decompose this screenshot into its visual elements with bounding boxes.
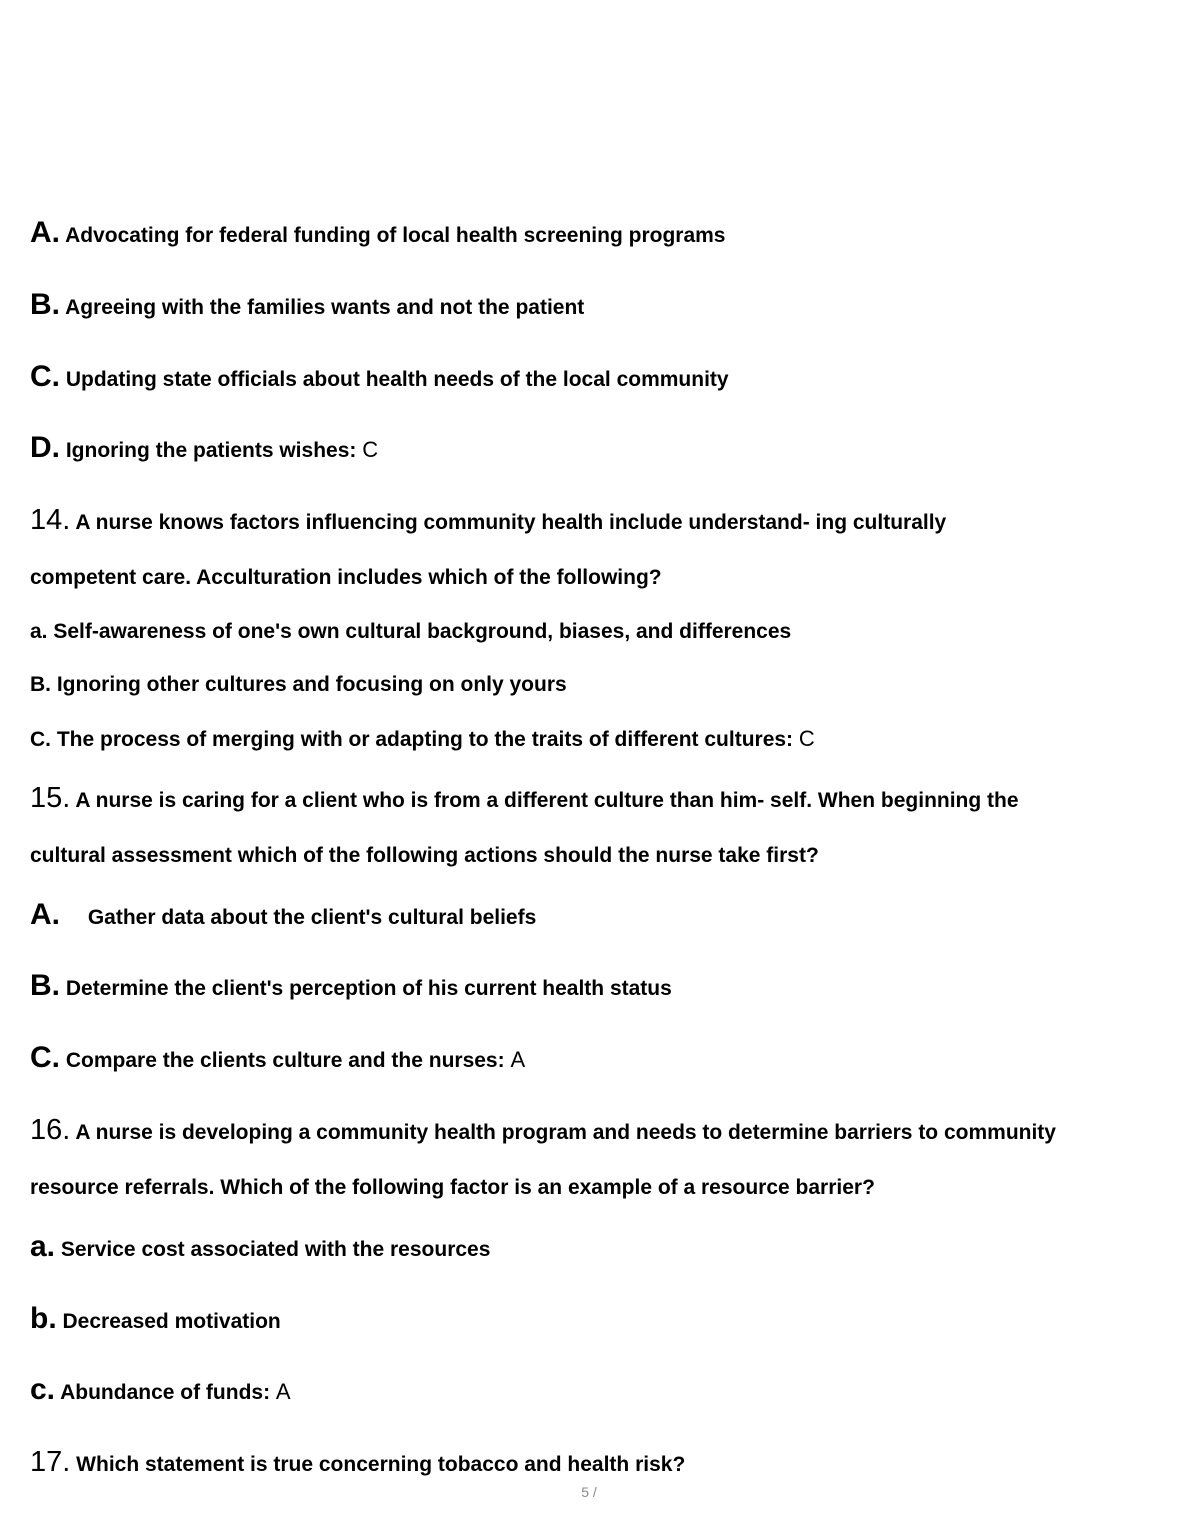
- q15-answer: A: [510, 1047, 526, 1072]
- q13-option-b: [30, 290, 584, 320]
- q17-stem-text1: Which statement is true concerning tobacco and health risk?: [76, 1453, 686, 1476]
- q13-option-b-text: Agreeing with the families wants and not the patient: [65, 296, 585, 319]
- page-number: 5 /: [581, 1484, 597, 1500]
- q16-answer: A: [275, 1379, 291, 1404]
- q15-option-a-text: Gather data about the client's cultural beliefs: [87, 906, 537, 929]
- q14-answer: C: [798, 726, 815, 751]
- q14-option-b: B. Ignoring other cultures and focusing on only yours: [30, 673, 567, 696]
- q17-stem-line1: [30, 1448, 685, 1477]
- q16-option-c-text: Abundance of funds:: [60, 1381, 271, 1404]
- q13-option-b-marker: B.: [30, 288, 60, 321]
- q15-option-c: [30, 1043, 525, 1073]
- q16-option-b: [30, 1304, 281, 1334]
- q13-answer: C: [362, 437, 379, 462]
- q14-stem-line2: competent care. Acculturation includes which of the following?: [30, 566, 662, 589]
- q14-option-a: a. Self-awareness of one's own cultural background, biases, and differences: [30, 620, 792, 643]
- q13-option-a: [30, 218, 726, 248]
- q14-option-c: [30, 728, 815, 750]
- q16-stem-line1: [30, 1116, 1056, 1145]
- q16-number: 16.: [30, 1114, 71, 1146]
- q17-number: 17.: [30, 1446, 71, 1478]
- q15-number: 15.: [30, 782, 71, 814]
- q16-option-b-text: Decreased motivation: [62, 1310, 281, 1333]
- q13-option-a-text: Advocating for federal funding of local health screening programs: [65, 224, 726, 247]
- q16-option-a-marker: a.: [30, 1230, 56, 1263]
- q15-option-c-text: Compare the clients culture and the nurses:: [65, 1049, 505, 1072]
- q16-stem-line2: resource referrals. Which of the following factor is an example of a resource barrier?: [30, 1176, 875, 1199]
- q14-option-c-text: C. The process of merging with or adapting to the traits of different cultures:: [30, 728, 794, 751]
- q16-option-a: [30, 1232, 490, 1262]
- q15-option-b: [30, 971, 672, 1001]
- q15-stem-line2: cultural assessment which of the following actions should the nurse take first?: [30, 844, 819, 867]
- q16-option-a-text: Service cost associated with the resources: [60, 1238, 491, 1261]
- q13-option-d-text: Ignoring the patients wishes:: [65, 439, 357, 462]
- q16-option-c: [30, 1375, 291, 1405]
- q15-option-c-marker: C.: [30, 1041, 60, 1074]
- q13-option-a-marker: A.: [30, 216, 60, 249]
- q14-number: 14.: [30, 504, 71, 536]
- q15-option-a: [30, 900, 536, 930]
- q14-stem-line1: [30, 506, 946, 535]
- q16-option-b-marker: b.: [30, 1302, 57, 1335]
- q15-option-b-text: Determine the client's perception of his current health status: [65, 977, 672, 1000]
- q15-option-b-marker: B.: [30, 969, 60, 1002]
- q15-stem-line1: [30, 784, 1019, 813]
- q13-option-c-text: Updating state officials about health needs of the local community: [65, 368, 729, 391]
- q13-option-c: [30, 362, 729, 392]
- q16-stem-text1: A nurse is developing a community health program and needs to determine barriers to community: [75, 1121, 1056, 1144]
- q15-option-a-marker: A.: [30, 898, 60, 931]
- q13-option-c-marker: C.: [30, 360, 60, 393]
- q15-stem-text1: A nurse is caring for a client who is from a different culture than him- self. When beginning the: [75, 789, 1019, 812]
- q13-option-d-marker: D.: [30, 431, 60, 464]
- q16-option-c-marker: c.: [30, 1373, 56, 1406]
- q14-stem-text1: A nurse knows factors influencing community health include understand- ing culturally: [75, 511, 947, 534]
- q13-option-d: [30, 433, 378, 463]
